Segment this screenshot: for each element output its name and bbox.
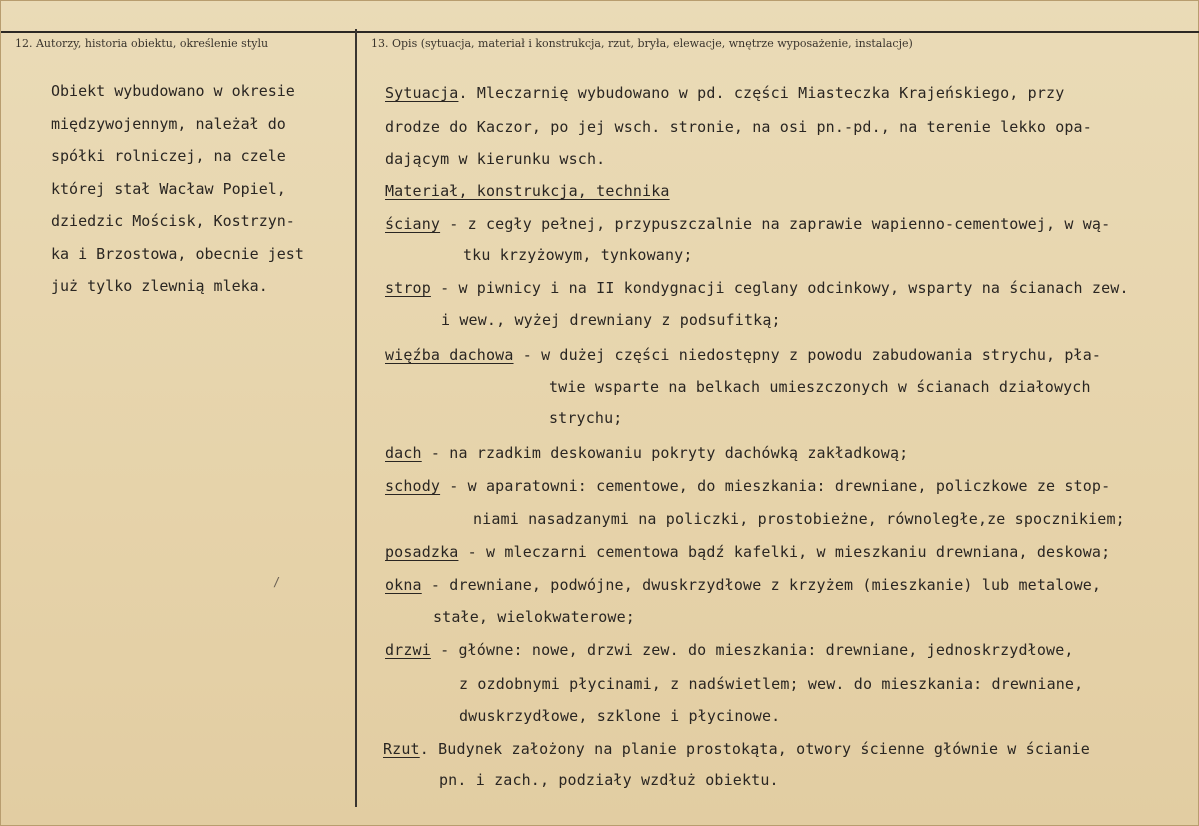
material-heading: Materiał, konstrukcja, technika xyxy=(385,182,670,200)
left-line: Obiekt wybudowano w okresie xyxy=(51,82,295,100)
okna-label: okna xyxy=(385,576,422,594)
strop-label: strop xyxy=(385,279,431,297)
sytuacja-line: dającym w kierunku wsch. xyxy=(385,150,606,168)
strop-line: i wew., wyżej drewniany z podsufitką; xyxy=(441,311,781,329)
sciany-line: ściany - z cegły pełnej, przypuszczalnie na zaprawie wapienno-cementowej, w wą- xyxy=(385,215,1111,233)
dach-line: dach - na rzadkim deskowaniu pokryty dachówką zakładkową; xyxy=(385,444,909,462)
schody-label: schody xyxy=(385,477,441,495)
header-description: 13. Opis (sytuacja, materiał i konstrukcja, rzut, bryła, elewacje, wnętrze wyposażenie, instalacje) xyxy=(371,37,913,50)
left-line: już tylko zlewnią mleka. xyxy=(51,277,268,295)
left-line: spółki rolniczej, na czele xyxy=(51,147,286,165)
authors-history-text xyxy=(51,75,341,303)
okna-line: stałe, wielokwaterowe; xyxy=(433,608,635,626)
wiezba-line: strychu; xyxy=(549,409,623,427)
rzut-label: Rzut xyxy=(383,740,420,758)
wiezba-line: więźba dachowa - w dużej części niedostępny z powodu zabudowania strychu, pła- xyxy=(385,346,1102,364)
header-rule xyxy=(1,31,1199,33)
sciany-label: ściany xyxy=(385,215,441,233)
drzwi-line: z ozdobnymi płycinami, z nadświetlem; wew. do mieszkania: drewniane, xyxy=(459,675,1084,693)
wiezba-label: więźba dachowa xyxy=(385,346,514,364)
header-authors-history: 12. Autorzy, historia obiektu, określenie stylu xyxy=(15,37,269,50)
okna-line: okna - drewniane, podwójne, dwuskrzydłowe z krzyżem (mieszkanie) lub metalowe, xyxy=(385,576,1102,594)
sciany-line: tku krzyżowym, tynkowany; xyxy=(463,246,693,264)
sytuacja-label: Sytuacja xyxy=(385,84,459,102)
left-line: dziedzic Mościsk, Kostrzyn- xyxy=(51,212,295,230)
drzwi-line: dwuskrzydłowe, szklone i płycinowe. xyxy=(459,707,781,725)
sytuacja-line: drodze do Kaczor, po jej wsch. stronie, na osi pn.-pd., na terenie lekko opa- xyxy=(385,118,1092,136)
dach-label: dach xyxy=(385,444,422,462)
sytuacja-line: Sytuacja. Mleczarnię wybudowano w pd. części Miasteczka Krajeńskiego, przy xyxy=(385,84,1065,102)
schody-line: schody - w aparatowni: cementowe, do mieszkania: drewniane, policzkowe ze stop- xyxy=(385,477,1111,495)
left-line: ka i Brzostowa, obecnie jest xyxy=(51,244,304,263)
column-divider xyxy=(355,29,357,807)
rzut-line: pn. i zach., podziały wzdłuż obiektu. xyxy=(439,771,779,789)
left-line: której stał Wacław Popiel, xyxy=(51,179,286,198)
schody-line: niami nasadzanymi na policzki, prostobieżne, równoległe,ze spocznikiem; xyxy=(473,510,1125,528)
rzut-line: Rzut. Budynek założony na planie prostokąta, otwory ścienne głównie w ścianie xyxy=(383,740,1090,758)
posadzka-line: posadzka - w mleczarni cementowa bądź kafelki, w mieszkaniu drewniana, deskowa; xyxy=(385,543,1111,561)
posadzka-label: posadzka xyxy=(385,543,459,561)
left-line: międzywojennym, należał do xyxy=(51,114,286,133)
strop-line: strop - w piwnicy i na II kondygnacji ceglany odcinkowy, wsparty na ścianach zew. xyxy=(385,279,1129,297)
wiezba-line: twie wsparte na belkach umieszczonych w ścianach działowych xyxy=(549,378,1091,396)
drzwi-line: drzwi - główne: nowe, drzwi zew. do mieszkania: drewniane, jednoskrzydłowe, xyxy=(385,641,1074,659)
stray-pencil-mark: / xyxy=(273,575,281,589)
drzwi-label: drzwi xyxy=(385,641,431,659)
